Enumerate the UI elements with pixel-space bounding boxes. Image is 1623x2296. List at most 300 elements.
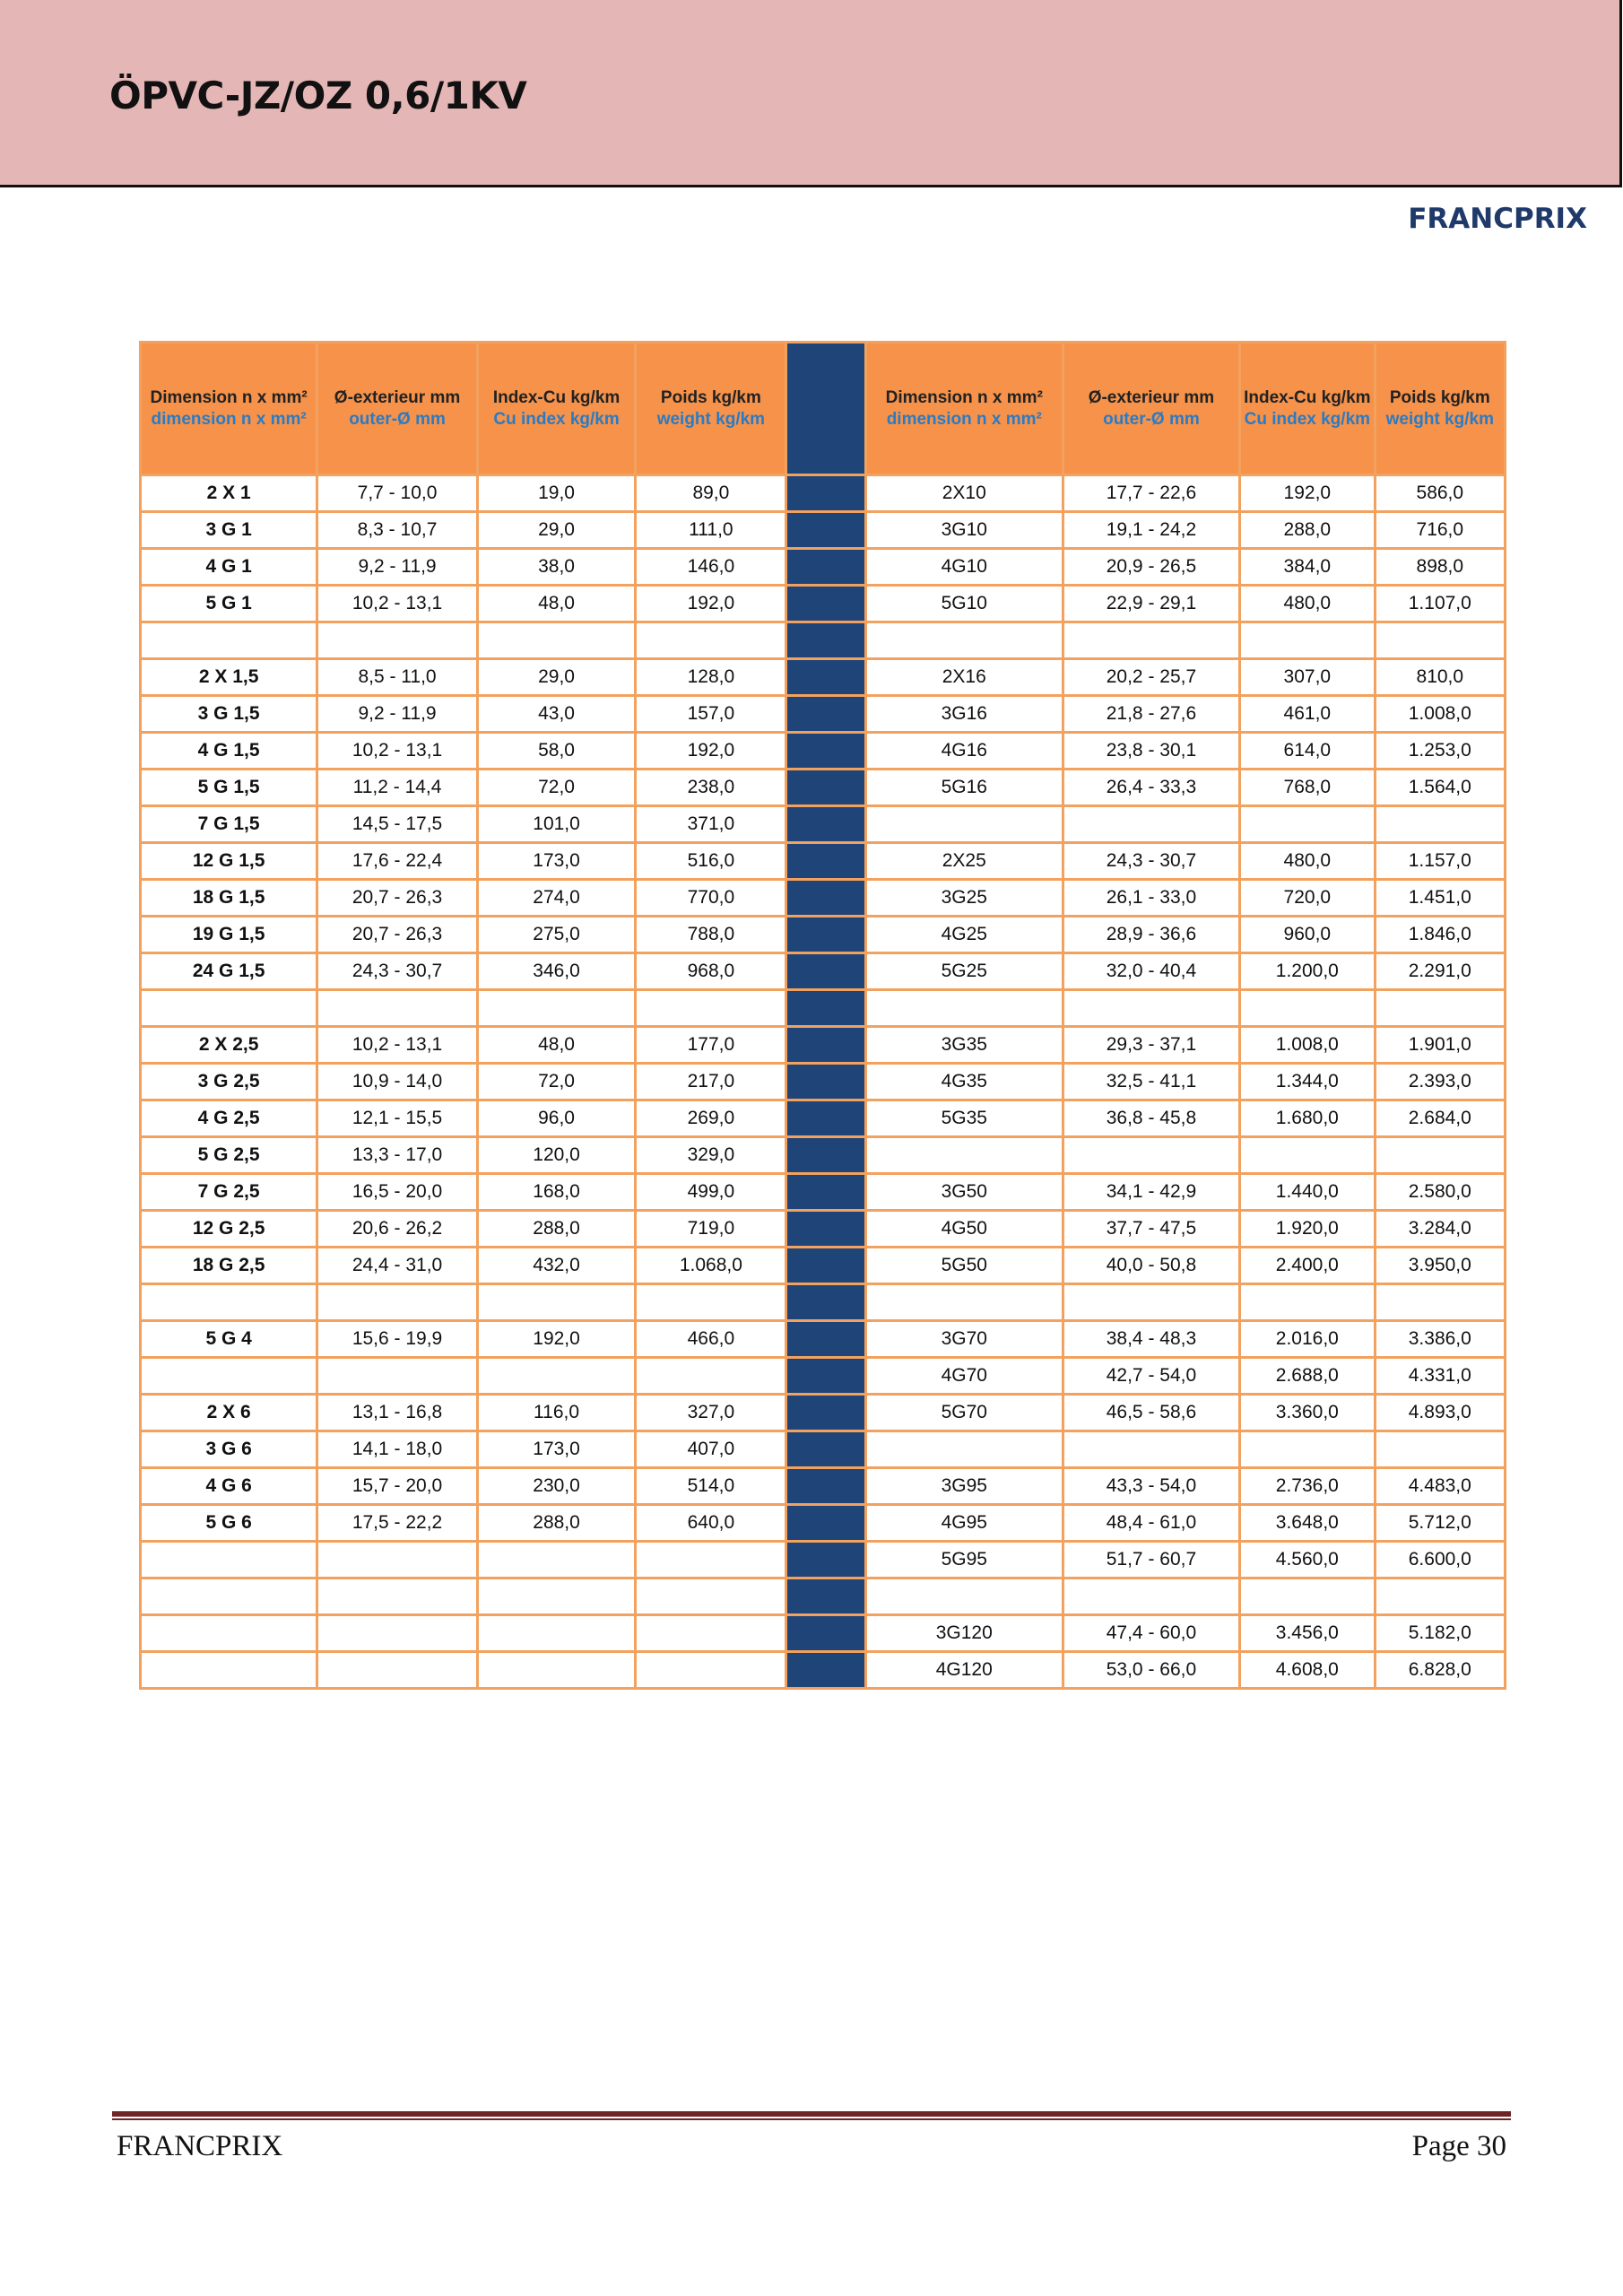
cell-outer-diameter: 7,7 - 10,0 <box>317 475 478 512</box>
table-separator <box>786 843 865 880</box>
cell-outer-diameter <box>317 1358 478 1395</box>
table-row <box>141 1064 1506 1100</box>
cell-weight-right: 1.008,0 <box>1375 696 1505 733</box>
cell-weight-right: 1.253,0 <box>1375 733 1505 770</box>
table-row <box>141 512 1506 549</box>
cell-weight-right: 3.284,0 <box>1375 1211 1505 1248</box>
cell-dimension-right: 3G50 <box>865 1174 1063 1211</box>
cell-outer-diameter-right <box>1063 1137 1239 1174</box>
cell-weight: 1.068,0 <box>636 1248 786 1284</box>
cell-cu-index-right: 384,0 <box>1240 549 1376 586</box>
cell-outer-diameter-right: 36,8 - 45,8 <box>1063 1100 1239 1137</box>
cell-dimension-right: 5G16 <box>865 770 1063 806</box>
cell-weight <box>636 1578 786 1615</box>
cell-weight-right: 1.901,0 <box>1375 1027 1505 1064</box>
cell-dimension-right: 4G25 <box>865 917 1063 953</box>
cell-outer-diameter-right: 17,7 - 22,6 <box>1063 475 1239 512</box>
cell-weight <box>636 1615 786 1652</box>
cable-spec-table <box>139 341 1506 1690</box>
cell-dimension: 5 G 1 <box>141 586 317 622</box>
cell-weight-right: 898,0 <box>1375 549 1505 586</box>
cell-dimension: 5 G 2,5 <box>141 1137 317 1174</box>
cell-weight-right: 1.564,0 <box>1375 770 1505 806</box>
table-separator <box>786 1542 865 1578</box>
cell-weight: 146,0 <box>636 549 786 586</box>
cell-cu-index <box>477 1358 635 1395</box>
cell-weight <box>636 1284 786 1321</box>
cell-cu-index <box>477 1615 635 1652</box>
cell-outer-diameter-right: 38,4 - 48,3 <box>1063 1321 1239 1358</box>
cell-weight: 269,0 <box>636 1100 786 1137</box>
table-row <box>141 1578 1506 1615</box>
cell-cu-index-right <box>1240 806 1376 843</box>
cell-outer-diameter-right: 21,8 - 27,6 <box>1063 696 1239 733</box>
cell-outer-diameter: 8,3 - 10,7 <box>317 512 478 549</box>
cell-dimension: 3 G 1,5 <box>141 696 317 733</box>
cell-weight-right: 586,0 <box>1375 475 1505 512</box>
cell-cu-index: 72,0 <box>477 1064 635 1100</box>
cell-cu-index <box>477 1284 635 1321</box>
table-separator <box>786 1505 865 1542</box>
cell-cu-index: 58,0 <box>477 733 635 770</box>
cell-weight-right: 1.846,0 <box>1375 917 1505 953</box>
cell-outer-diameter-right <box>1063 1431 1239 1468</box>
cell-weight-right: 3.950,0 <box>1375 1248 1505 1284</box>
cell-outer-diameter-right: 32,0 - 40,4 <box>1063 953 1239 990</box>
table-separator <box>786 806 865 843</box>
cell-dimension-right <box>865 1578 1063 1615</box>
table-separator <box>786 343 865 475</box>
table-separator <box>786 1248 865 1284</box>
cell-dimension: 18 G 2,5 <box>141 1248 317 1284</box>
cell-dimension-right: 5G95 <box>865 1542 1063 1578</box>
table-row <box>141 917 1506 953</box>
table-row <box>141 880 1506 917</box>
table-separator <box>786 1321 865 1358</box>
cell-cu-index-right: 614,0 <box>1240 733 1376 770</box>
cell-dimension-right: 5G25 <box>865 953 1063 990</box>
cell-cu-index <box>477 990 635 1027</box>
table-row <box>141 733 1506 770</box>
cell-dimension: 2 X 6 <box>141 1395 317 1431</box>
cell-outer-diameter: 10,2 - 13,1 <box>317 1027 478 1064</box>
cell-weight-right <box>1375 622 1505 659</box>
cell-weight: 329,0 <box>636 1137 786 1174</box>
cell-dimension <box>141 1578 317 1615</box>
cell-dimension: 4 G 6 <box>141 1468 317 1505</box>
cell-weight-right: 1.107,0 <box>1375 586 1505 622</box>
cell-weight: 128,0 <box>636 659 786 696</box>
cell-weight-right: 6.600,0 <box>1375 1542 1505 1578</box>
cell-dimension: 3 G 1 <box>141 512 317 549</box>
cell-dimension-right: 5G50 <box>865 1248 1063 1284</box>
cell-cu-index-right: 2.736,0 <box>1240 1468 1376 1505</box>
table-separator <box>786 1284 865 1321</box>
cell-dimension-right <box>865 622 1063 659</box>
cell-cu-index-right <box>1240 990 1376 1027</box>
cell-weight-right: 5.712,0 <box>1375 1505 1505 1542</box>
cell-outer-diameter <box>317 1615 478 1652</box>
cell-outer-diameter: 16,5 - 20,0 <box>317 1174 478 1211</box>
cell-outer-diameter-right: 46,5 - 58,6 <box>1063 1395 1239 1431</box>
cell-dimension-right: 2X10 <box>865 475 1063 512</box>
table-separator <box>786 1578 865 1615</box>
table-row <box>141 1321 1506 1358</box>
cell-cu-index-right: 720,0 <box>1240 880 1376 917</box>
cell-dimension-right <box>865 1431 1063 1468</box>
table-separator <box>786 1652 865 1689</box>
table-row <box>141 1615 1506 1652</box>
cell-dimension <box>141 1542 317 1578</box>
table-row <box>141 1100 1506 1137</box>
cell-outer-diameter: 9,2 - 11,9 <box>317 696 478 733</box>
cell-cu-index: 275,0 <box>477 917 635 953</box>
cell-weight: 192,0 <box>636 586 786 622</box>
cell-weight: 238,0 <box>636 770 786 806</box>
cell-dimension: 24 G 1,5 <box>141 953 317 990</box>
table-separator <box>786 512 865 549</box>
cell-dimension: 2 X 1,5 <box>141 659 317 696</box>
cell-weight-right <box>1375 1431 1505 1468</box>
cell-outer-diameter: 20,6 - 26,2 <box>317 1211 478 1248</box>
cell-cu-index <box>477 1652 635 1689</box>
table-separator <box>786 733 865 770</box>
table-separator <box>786 659 865 696</box>
cell-outer-diameter-right: 24,3 - 30,7 <box>1063 843 1239 880</box>
cell-cu-index-right: 2.016,0 <box>1240 1321 1376 1358</box>
table-header <box>141 343 1506 475</box>
cell-dimension: 7 G 2,5 <box>141 1174 317 1211</box>
cell-outer-diameter: 14,5 - 17,5 <box>317 806 478 843</box>
table-separator <box>786 475 865 512</box>
cell-dimension: 4 G 2,5 <box>141 1100 317 1137</box>
cell-weight: 89,0 <box>636 475 786 512</box>
cell-cu-index: 38,0 <box>477 549 635 586</box>
cell-dimension: 12 G 2,5 <box>141 1211 317 1248</box>
page-title: ÖPVC-JZ/OZ 0,6/1KV <box>109 74 527 117</box>
cell-weight-right: 4.331,0 <box>1375 1358 1505 1395</box>
cell-cu-index-right: 1.440,0 <box>1240 1174 1376 1211</box>
cell-dimension: 2 X 1 <box>141 475 317 512</box>
cell-cu-index-right: 1.920,0 <box>1240 1211 1376 1248</box>
header-dimension-right: Dimension n x mm² dimension n x mm² <box>865 343 1063 475</box>
cell-cu-index-right: 3.648,0 <box>1240 1505 1376 1542</box>
table-row <box>141 696 1506 733</box>
cell-cu-index: 173,0 <box>477 843 635 880</box>
cell-weight: 466,0 <box>636 1321 786 1358</box>
cell-weight: 719,0 <box>636 1211 786 1248</box>
cell-cu-index-right: 2.688,0 <box>1240 1358 1376 1395</box>
cell-weight-right <box>1375 1137 1505 1174</box>
cell-cu-index: 120,0 <box>477 1137 635 1174</box>
cell-cu-index-right <box>1240 1578 1376 1615</box>
header-band <box>0 0 1622 187</box>
cell-weight-right: 2.580,0 <box>1375 1174 1505 1211</box>
cell-outer-diameter: 8,5 - 11,0 <box>317 659 478 696</box>
cell-weight-right: 2.684,0 <box>1375 1100 1505 1137</box>
cell-outer-diameter-right: 51,7 - 60,7 <box>1063 1542 1239 1578</box>
cell-cu-index: 274,0 <box>477 880 635 917</box>
cell-outer-diameter <box>317 1578 478 1615</box>
table-separator <box>786 1358 865 1395</box>
cell-outer-diameter-right: 34,1 - 42,9 <box>1063 1174 1239 1211</box>
brand-label: FRANCPRIX <box>1408 203 1587 235</box>
cell-outer-diameter-right: 40,0 - 50,8 <box>1063 1248 1239 1284</box>
cell-dimension-right: 5G10 <box>865 586 1063 622</box>
cell-dimension <box>141 1615 317 1652</box>
cell-outer-diameter-right: 19,1 - 24,2 <box>1063 512 1239 549</box>
cell-weight-right: 4.893,0 <box>1375 1395 1505 1431</box>
cell-cu-index-right: 768,0 <box>1240 770 1376 806</box>
cell-dimension: 2 X 2,5 <box>141 1027 317 1064</box>
cell-outer-diameter-right: 29,3 - 37,1 <box>1063 1027 1239 1064</box>
table-separator <box>786 917 865 953</box>
cell-cu-index-right: 1.008,0 <box>1240 1027 1376 1064</box>
table-row <box>141 770 1506 806</box>
table-separator <box>786 1027 865 1064</box>
cell-dimension-right: 5G70 <box>865 1395 1063 1431</box>
cell-weight: 157,0 <box>636 696 786 733</box>
cell-outer-diameter-right: 48,4 - 61,0 <box>1063 1505 1239 1542</box>
cell-dimension-right: 3G70 <box>865 1321 1063 1358</box>
cell-cu-index: 173,0 <box>477 1431 635 1468</box>
cell-outer-diameter-right: 20,2 - 25,7 <box>1063 659 1239 696</box>
cell-dimension-right: 3G16 <box>865 696 1063 733</box>
cell-cu-index-right <box>1240 1284 1376 1321</box>
table-row <box>141 1211 1506 1248</box>
table-separator <box>786 1137 865 1174</box>
cell-dimension-right: 4G50 <box>865 1211 1063 1248</box>
cell-outer-diameter: 20,7 - 26,3 <box>317 917 478 953</box>
table-row <box>141 622 1506 659</box>
cell-dimension-right: 3G35 <box>865 1027 1063 1064</box>
cell-weight <box>636 1652 786 1689</box>
cell-dimension-right <box>865 806 1063 843</box>
cell-dimension: 5 G 4 <box>141 1321 317 1358</box>
cell-weight-right: 2.393,0 <box>1375 1064 1505 1100</box>
table-row <box>141 1468 1506 1505</box>
cell-cu-index-right: 192,0 <box>1240 475 1376 512</box>
cell-outer-diameter <box>317 990 478 1027</box>
cell-cu-index-right <box>1240 622 1376 659</box>
cell-weight: 788,0 <box>636 917 786 953</box>
header-dimension: Dimension n x mm² dimension n x mm² <box>141 343 317 475</box>
cell-outer-diameter: 10,2 - 13,1 <box>317 586 478 622</box>
cell-cu-index: 48,0 <box>477 586 635 622</box>
cell-dimension-right: 3G25 <box>865 880 1063 917</box>
cell-dimension: 12 G 1,5 <box>141 843 317 880</box>
footer-rule-thin <box>112 2118 1511 2120</box>
cell-cu-index-right <box>1240 1431 1376 1468</box>
table-row <box>141 549 1506 586</box>
cell-outer-diameter-right: 42,7 - 54,0 <box>1063 1358 1239 1395</box>
cell-outer-diameter: 10,9 - 14,0 <box>317 1064 478 1100</box>
cell-cu-index: 43,0 <box>477 696 635 733</box>
cell-cu-index-right: 4.608,0 <box>1240 1652 1376 1689</box>
cell-dimension: 19 G 1,5 <box>141 917 317 953</box>
cell-dimension <box>141 1358 317 1395</box>
table-body <box>141 475 1506 1689</box>
cell-weight: 968,0 <box>636 953 786 990</box>
cell-weight-right: 3.386,0 <box>1375 1321 1505 1358</box>
table-row <box>141 990 1506 1027</box>
cell-weight: 514,0 <box>636 1468 786 1505</box>
cell-outer-diameter-right: 28,9 - 36,6 <box>1063 917 1239 953</box>
table-row <box>141 475 1506 512</box>
cell-cu-index-right: 288,0 <box>1240 512 1376 549</box>
cell-dimension: 5 G 1,5 <box>141 770 317 806</box>
table-separator <box>786 990 865 1027</box>
cell-cu-index: 346,0 <box>477 953 635 990</box>
table-separator <box>786 1064 865 1100</box>
cell-dimension-right: 3G10 <box>865 512 1063 549</box>
footer-brand: FRANCPRIX <box>117 2130 283 2162</box>
cell-cu-index-right: 3.360,0 <box>1240 1395 1376 1431</box>
cell-outer-diameter-right: 22,9 - 29,1 <box>1063 586 1239 622</box>
table-row <box>141 659 1506 696</box>
table-separator <box>786 1211 865 1248</box>
cell-cu-index <box>477 1542 635 1578</box>
table-row <box>141 1174 1506 1211</box>
cell-cu-index: 29,0 <box>477 512 635 549</box>
cell-cu-index-right: 461,0 <box>1240 696 1376 733</box>
cell-weight-right <box>1375 806 1505 843</box>
cell-outer-diameter-right: 23,8 - 30,1 <box>1063 733 1239 770</box>
cell-outer-diameter-right: 26,4 - 33,3 <box>1063 770 1239 806</box>
cell-outer-diameter-right: 47,4 - 60,0 <box>1063 1615 1239 1652</box>
cell-weight <box>636 622 786 659</box>
cell-outer-diameter-right: 20,9 - 26,5 <box>1063 549 1239 586</box>
cell-outer-diameter: 24,4 - 31,0 <box>317 1248 478 1284</box>
cell-outer-diameter: 9,2 - 11,9 <box>317 549 478 586</box>
cell-outer-diameter-right: 37,7 - 47,5 <box>1063 1211 1239 1248</box>
cell-dimension-right: 4G95 <box>865 1505 1063 1542</box>
cell-dimension-right: 4G10 <box>865 549 1063 586</box>
cell-outer-diameter-right <box>1063 806 1239 843</box>
cell-outer-diameter: 12,1 - 15,5 <box>317 1100 478 1137</box>
table-separator <box>786 696 865 733</box>
table-separator <box>786 1174 865 1211</box>
cell-cu-index-right <box>1240 1137 1376 1174</box>
table-separator <box>786 1615 865 1652</box>
cell-outer-diameter: 11,2 - 14,4 <box>317 770 478 806</box>
cell-weight-right <box>1375 1578 1505 1615</box>
cell-cu-index: 116,0 <box>477 1395 635 1431</box>
cell-dimension <box>141 1284 317 1321</box>
table-separator <box>786 953 865 990</box>
cell-outer-diameter: 13,3 - 17,0 <box>317 1137 478 1174</box>
table-row <box>141 806 1506 843</box>
cell-dimension <box>141 1652 317 1689</box>
cell-weight <box>636 1358 786 1395</box>
cell-dimension-right: 4G16 <box>865 733 1063 770</box>
cell-outer-diameter: 20,7 - 26,3 <box>317 880 478 917</box>
cell-weight-right: 810,0 <box>1375 659 1505 696</box>
cell-cu-index: 192,0 <box>477 1321 635 1358</box>
cell-cu-index: 288,0 <box>477 1211 635 1248</box>
table-separator <box>786 622 865 659</box>
cell-weight-right <box>1375 1284 1505 1321</box>
cell-outer-diameter: 10,2 - 13,1 <box>317 733 478 770</box>
cell-cu-index: 19,0 <box>477 475 635 512</box>
header-weight-right: Poids kg/km weight kg/km <box>1375 343 1505 475</box>
cell-weight <box>636 990 786 1027</box>
table-separator <box>786 880 865 917</box>
cell-outer-diameter-right <box>1063 1578 1239 1615</box>
cell-weight: 327,0 <box>636 1395 786 1431</box>
cell-dimension: 3 G 2,5 <box>141 1064 317 1100</box>
table-row <box>141 586 1506 622</box>
table-separator <box>786 1468 865 1505</box>
cell-cu-index-right: 1.344,0 <box>1240 1064 1376 1100</box>
cell-outer-diameter: 14,1 - 18,0 <box>317 1431 478 1468</box>
cell-outer-diameter: 15,7 - 20,0 <box>317 1468 478 1505</box>
cell-cu-index-right: 1.200,0 <box>1240 953 1376 990</box>
cell-weight-right: 1.157,0 <box>1375 843 1505 880</box>
cell-weight: 407,0 <box>636 1431 786 1468</box>
cell-outer-diameter-right: 26,1 - 33,0 <box>1063 880 1239 917</box>
cell-weight-right: 1.451,0 <box>1375 880 1505 917</box>
cell-weight: 217,0 <box>636 1064 786 1100</box>
header-outer-diameter: Ø-exterieur mm outer-Ø mm <box>317 343 478 475</box>
page-number: Page 30 <box>1411 2130 1506 2162</box>
cell-dimension-right: 5G35 <box>865 1100 1063 1137</box>
cell-weight: 499,0 <box>636 1174 786 1211</box>
cell-cu-index: 230,0 <box>477 1468 635 1505</box>
cell-outer-diameter: 15,6 - 19,9 <box>317 1321 478 1358</box>
cell-cu-index: 29,0 <box>477 659 635 696</box>
cell-dimension-right <box>865 990 1063 1027</box>
table-row <box>141 1431 1506 1468</box>
cell-outer-diameter: 17,6 - 22,4 <box>317 843 478 880</box>
table-row <box>141 1027 1506 1064</box>
table-separator <box>786 549 865 586</box>
cell-outer-diameter-right: 43,3 - 54,0 <box>1063 1468 1239 1505</box>
table-row <box>141 1137 1506 1174</box>
cell-cu-index: 432,0 <box>477 1248 635 1284</box>
cell-weight: 770,0 <box>636 880 786 917</box>
cell-outer-diameter <box>317 1284 478 1321</box>
cell-outer-diameter-right <box>1063 622 1239 659</box>
cell-cu-index-right: 960,0 <box>1240 917 1376 953</box>
header-weight: Poids kg/km weight kg/km <box>636 343 786 475</box>
header-outer-diameter-right: Ø-exterieur mm outer-Ø mm <box>1063 343 1239 475</box>
cell-outer-diameter <box>317 1542 478 1578</box>
cell-weight: 111,0 <box>636 512 786 549</box>
cell-dimension: 3 G 6 <box>141 1431 317 1468</box>
cell-weight: 192,0 <box>636 733 786 770</box>
cell-weight-right: 716,0 <box>1375 512 1505 549</box>
cell-weight: 371,0 <box>636 806 786 843</box>
cell-dimension <box>141 622 317 659</box>
table-separator <box>786 770 865 806</box>
cell-cu-index <box>477 1578 635 1615</box>
cell-dimension-right: 2X25 <box>865 843 1063 880</box>
cell-dimension-right <box>865 1137 1063 1174</box>
header-cu-index: Index-Cu kg/km Cu index kg/km <box>477 343 635 475</box>
cell-cu-index: 48,0 <box>477 1027 635 1064</box>
cell-outer-diameter-right <box>1063 990 1239 1027</box>
cell-weight-right: 4.483,0 <box>1375 1468 1505 1505</box>
cell-weight: 516,0 <box>636 843 786 880</box>
cell-outer-diameter: 24,3 - 30,7 <box>317 953 478 990</box>
cell-outer-diameter-right <box>1063 1284 1239 1321</box>
cell-dimension-right: 4G120 <box>865 1652 1063 1689</box>
cell-weight <box>636 1542 786 1578</box>
cell-dimension-right <box>865 1284 1063 1321</box>
cell-cu-index-right: 480,0 <box>1240 586 1376 622</box>
cell-weight: 640,0 <box>636 1505 786 1542</box>
